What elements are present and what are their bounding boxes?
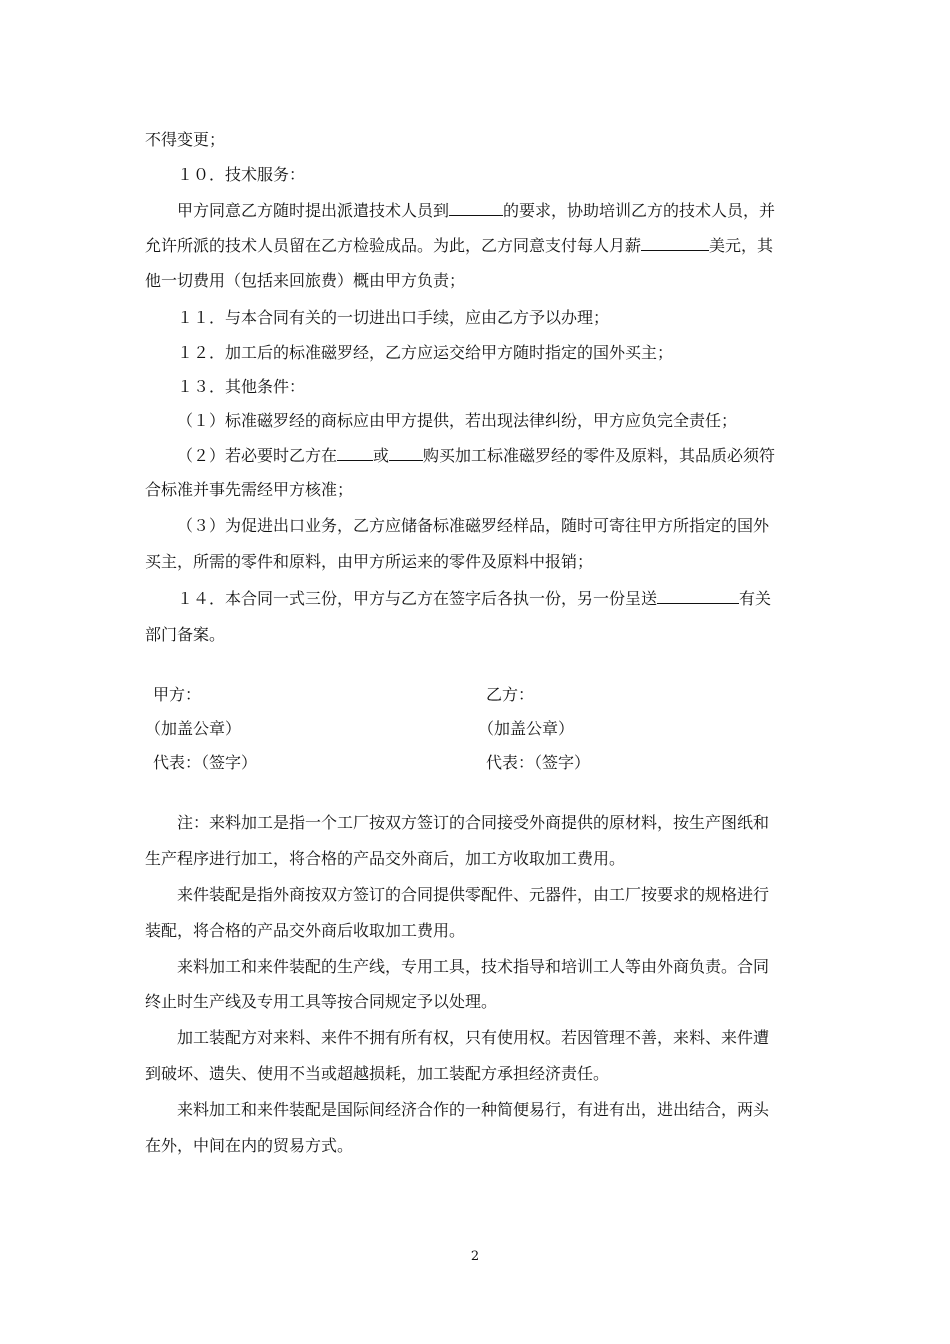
- text-line: [177, 200, 775, 221]
- note-line: 注：来料加工是指一个工厂按双方签订的合同接受外商提供的原材料，按生产图纸和: [177, 813, 770, 832]
- note-line: 来料加工和来件装配的生产线，专用工具，技术指导和培训工人等由外商负责。合同: [177, 957, 770, 976]
- page-number: 2: [470, 1249, 480, 1264]
- clause-10-text-e: 他一切费用（包括来回旅费）概由甲方负责；: [145, 271, 466, 290]
- clause-10-heading: １０．技术服务：: [177, 165, 306, 184]
- clause-10-text-b: 的要求，协助培训乙方的技术人员，并: [503, 201, 776, 220]
- clause-14-a: １４．本合同一式三份，甲方与乙方在签字后各执一份，另一份呈送: [177, 589, 658, 608]
- text-line: [145, 480, 353, 500]
- clause-9-continuation: 不得变更；: [145, 130, 226, 149]
- note-line: 到破坏、遗失、使用不当或超越损耗，加工装配方承担经济责任。: [145, 1064, 610, 1083]
- clause-11: １１．与本合同有关的一切进出口手续，应由乙方予以办理；: [177, 308, 610, 327]
- text-line: [177, 165, 305, 185]
- party-a-label: 甲方：: [153, 685, 202, 704]
- blank-place-2: [389, 445, 423, 461]
- text-line: [177, 588, 771, 609]
- text-line: [177, 308, 609, 328]
- text-line: [177, 377, 305, 397]
- clause-10-text-a: 甲方同意乙方随时提出派遣技术人员到: [177, 201, 450, 220]
- text-line: [177, 411, 737, 431]
- clause-13-item-3-b: 买主，所需的零件和原料，由甲方所运来的零件及原料中报销；: [145, 552, 594, 571]
- clause-14-c: 部门备案。: [145, 625, 226, 644]
- blank-salary: [641, 235, 709, 251]
- note-line: 装配，将合格的产品交外商后收取加工费用。: [145, 921, 466, 940]
- clause-10-text-d: 美元，其: [709, 236, 774, 255]
- text-line: [145, 130, 225, 150]
- text-line: [145, 235, 773, 256]
- clause-13-item-2-a: （２）若必要时乙方在: [177, 446, 338, 465]
- clause-10-text-c: 允许所派的技术人员留在乙方检验成品。为此，乙方同意支付每人月薪: [145, 236, 642, 255]
- blank-location: [449, 200, 503, 216]
- note-line: 加工装配方对来料、来件不拥有所有权，只有使用权。若因管理不善，来料、来件遭: [177, 1028, 770, 1047]
- text-line: [145, 271, 465, 291]
- party-a-representative: 代表：（签字）: [153, 753, 258, 772]
- clause-12: １２．加工后的标准磁罗经，乙方应运交给甲方随时指定的国外买主；: [177, 343, 674, 362]
- note-line: 来料加工和来件装配是国际间经济合作的一种简便易行，有进有出，进出结合，两头: [177, 1100, 770, 1119]
- party-a-seal: （加盖公章）: [145, 719, 242, 738]
- note-line: 终止时生产线及专用工具等按合同规定予以处理。: [145, 992, 498, 1011]
- text-line: [177, 445, 775, 466]
- clause-13-heading: １３．其他条件：: [177, 377, 306, 396]
- text-line: [145, 552, 593, 572]
- party-b-representative: 代表：（签字）: [486, 753, 591, 772]
- clause-13-item-1: （１）标准磁罗经的商标应由甲方提供，若出现法律纠纷，甲方应负完全责任；: [177, 411, 738, 430]
- clause-13-item-2-d: 合标准并事先需经甲方核准；: [145, 480, 354, 499]
- text-line: [177, 516, 769, 536]
- clause-13-item-2-c: 购买加工标准磁罗经的零件及原料，其品质必须符: [423, 446, 776, 465]
- note-line: 在外，中间在内的贸易方式。: [145, 1136, 354, 1155]
- note-line: 来件装配是指外商按双方签订的合同提供零配件、元器件，由工厂按要求的规格进行: [177, 885, 770, 904]
- party-b-seal: （加盖公章）: [478, 719, 575, 738]
- blank-recipient: [657, 588, 739, 604]
- clause-14-b: 有关: [739, 589, 772, 608]
- note-line: 生产程序进行加工，将合格的产品交外商后，加工方收取加工费用。: [145, 849, 626, 868]
- text-line: [177, 343, 673, 363]
- clause-13-item-2-b: 或: [373, 446, 390, 465]
- blank-place-1: [337, 445, 373, 461]
- text-line: [145, 625, 225, 645]
- party-b-label: 乙方：: [486, 685, 535, 704]
- clause-13-item-3-a: （３）为促进出口业务，乙方应储备标准磁罗经样品，随时可寄往甲方所指定的国外: [177, 516, 770, 535]
